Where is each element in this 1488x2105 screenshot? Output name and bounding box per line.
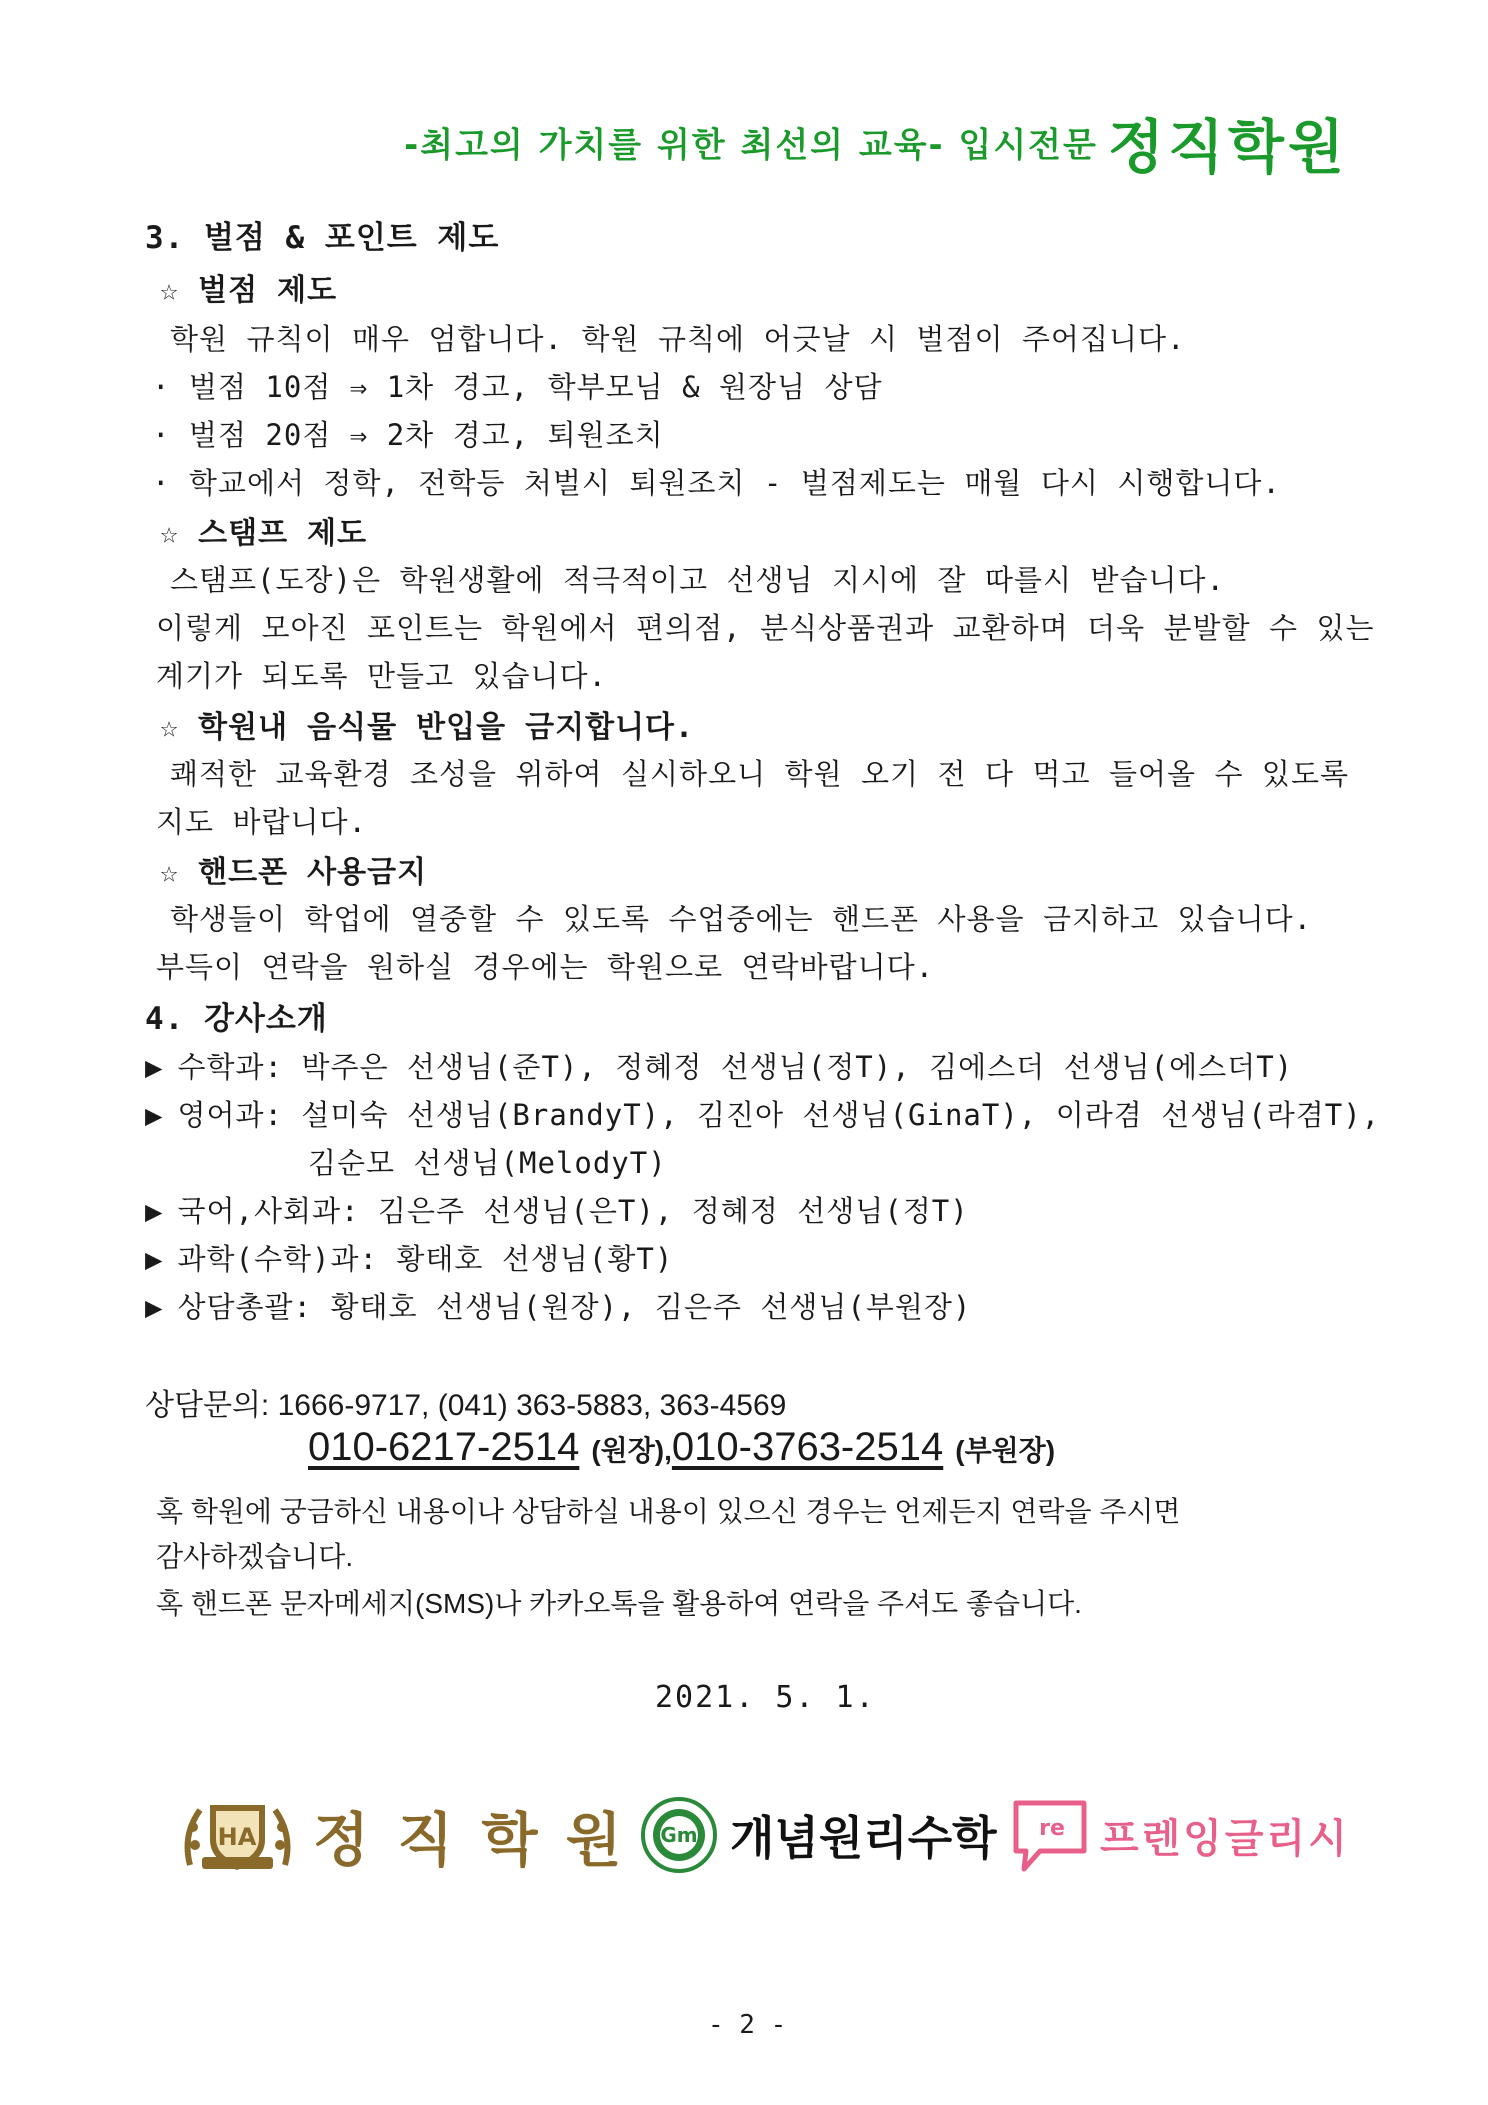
speech-bubble-icon xyxy=(1010,1795,1090,1875)
teacher-english: 영어과: 설미숙 선생님(BrandyT), 김진아 선생님(GinaT), 이라겸 선생님(라겸T), xyxy=(177,1098,1381,1132)
document-date: 2021. 5. 1. xyxy=(655,1680,876,1715)
phone-line-1: 학생들이 학업에 열중할 수 있도록 수업중에는 핸드폰 사용을 금지하고 있습니다. xyxy=(170,902,1313,936)
teacher-counseling: 상담총괄: 황태호 선생님(원장), 김은주 선생님(부원장) xyxy=(177,1290,972,1324)
header-slogan: -최고의 가치를 위한 최선의 교육- 입시전문 xyxy=(404,125,1098,166)
contact-note-1: 혹 학원에 궁금하신 내용이나 상담하실 내용이 있으신 경우는 언제든지 연락을 주시면 xyxy=(156,1496,1181,1527)
phone-vice-director-label: (부원장) xyxy=(955,1435,1056,1466)
contact-phones xyxy=(308,1425,1055,1470)
logo-friend-english-text: 프렌잉글리시 xyxy=(1100,1815,1350,1862)
header-brand: 정직학원 xyxy=(1107,113,1348,181)
arrow-icon: ▶ xyxy=(145,1290,164,1324)
penalty-item-1: · 벌점 10점 ⇒ 1차 경고, 학부모님 & 원장님 상담 xyxy=(152,370,883,404)
phone-line-2: 부득이 연락을 원하실 경우에는 학원으로 연락바랍니다. xyxy=(156,950,935,984)
food-line-2: 지도 바랍니다. xyxy=(156,805,368,839)
teacher-english-continuation: 김순모 선생님(MelodyT) xyxy=(308,1146,667,1180)
stamp-heading: ☆ 스탬프 제도 xyxy=(160,516,368,551)
stamp-line-3: 계기가 되도록 만들고 있습니다. xyxy=(156,659,608,693)
food-heading: ☆ 학원내 음식물 반입을 금지합니다. xyxy=(160,710,695,745)
food-line-1: 쾌적한 교육환경 조성을 위하여 실시하오니 학원 오기 전 다 먹고 들어올 수 있도록 xyxy=(170,757,1349,791)
arrow-icon: ▶ xyxy=(145,1194,164,1228)
teacher-math: 수학과: 박주은 선생님(준T), 정혜정 선생님(정T), 김에스더 선생님(에스더T) xyxy=(177,1050,1294,1084)
penalty-heading: ☆ 벌점 제도 xyxy=(160,273,338,308)
contact-line: 상담문의: 1666-9717, (041) 363-5883, 363-4569 xyxy=(145,1389,787,1422)
logo-gaenyeom-text: 개념원리수학 xyxy=(730,1811,997,1865)
logo-jeongjik xyxy=(180,1790,626,1880)
svg-text:HA: HA xyxy=(217,1823,257,1851)
arrow-icon: ▶ xyxy=(145,1242,164,1276)
gm-emblem-icon xyxy=(640,1796,718,1874)
teacher-row xyxy=(145,1285,971,1326)
page-header xyxy=(404,100,1348,184)
phone-heading: ☆ 핸드폰 사용금지 xyxy=(160,855,428,890)
phone-director-label: (원장), xyxy=(591,1435,672,1466)
svg-text:re: re xyxy=(1039,1816,1065,1841)
section-3-title: 3. 벌점 & 포인트 제도 xyxy=(145,220,500,256)
contact-note-2: 감사하겠습니다. xyxy=(156,1541,354,1572)
arrow-icon: ▶ xyxy=(145,1098,164,1132)
academy-crest-icon xyxy=(180,1795,295,1875)
penalty-item-3: · 학교에서 정학, 전학등 처벌시 퇴원조치 - 벌점제도는 매월 다시 시행합니다. xyxy=(152,466,1281,500)
contact-note-3: 혹 핸드폰 문자메세지(SMS)나 카카오톡을 활용하여 연락을 주셔도 좋습니다. xyxy=(156,1588,1082,1619)
teacher-row xyxy=(145,1093,1380,1134)
teacher-row xyxy=(145,1189,969,1230)
svg-text:Gm: Gm xyxy=(660,1823,698,1847)
logo-gaenyeom xyxy=(640,1795,997,1875)
penalty-item-2: · 벌점 20점 ⇒ 2차 경고, 퇴원조치 xyxy=(152,418,664,452)
teacher-row xyxy=(145,1045,1293,1086)
penalty-intro: 학원 규칙이 매우 엄합니다. 학원 규칙에 어긋날 시 벌점이 주어집니다. xyxy=(170,322,1186,356)
logo-jeongjik-text: 정 직 학 원 xyxy=(313,1806,626,1874)
page-number: - 2 - xyxy=(708,2010,787,2040)
stamp-line-1: 스탬프(도장)은 학원생활에 적극적이고 선생님 지시에 잘 따를시 받습니다. xyxy=(170,563,1226,597)
arrow-icon: ▶ xyxy=(145,1050,164,1084)
teacher-korean-social: 국어,사회과: 김은주 선생님(은T), 정혜정 선생님(정T) xyxy=(177,1194,969,1228)
section-4-title: 4. 강사소개 xyxy=(145,1001,328,1037)
logo-friend-english xyxy=(1010,1790,1350,1880)
phone-vice-director[interactable]: 010-3763-2514 xyxy=(671,1425,944,1469)
teacher-science: 과학(수학)과: 황태호 선생님(황T) xyxy=(177,1242,674,1276)
teacher-row xyxy=(145,1237,673,1278)
phone-director[interactable]: 010-6217-2514 xyxy=(308,1425,580,1469)
stamp-line-2: 이렇게 모아진 포인트는 학원에서 편의점, 분식상품권과 교환하며 더욱 분발할 수 있는 xyxy=(156,611,1375,645)
